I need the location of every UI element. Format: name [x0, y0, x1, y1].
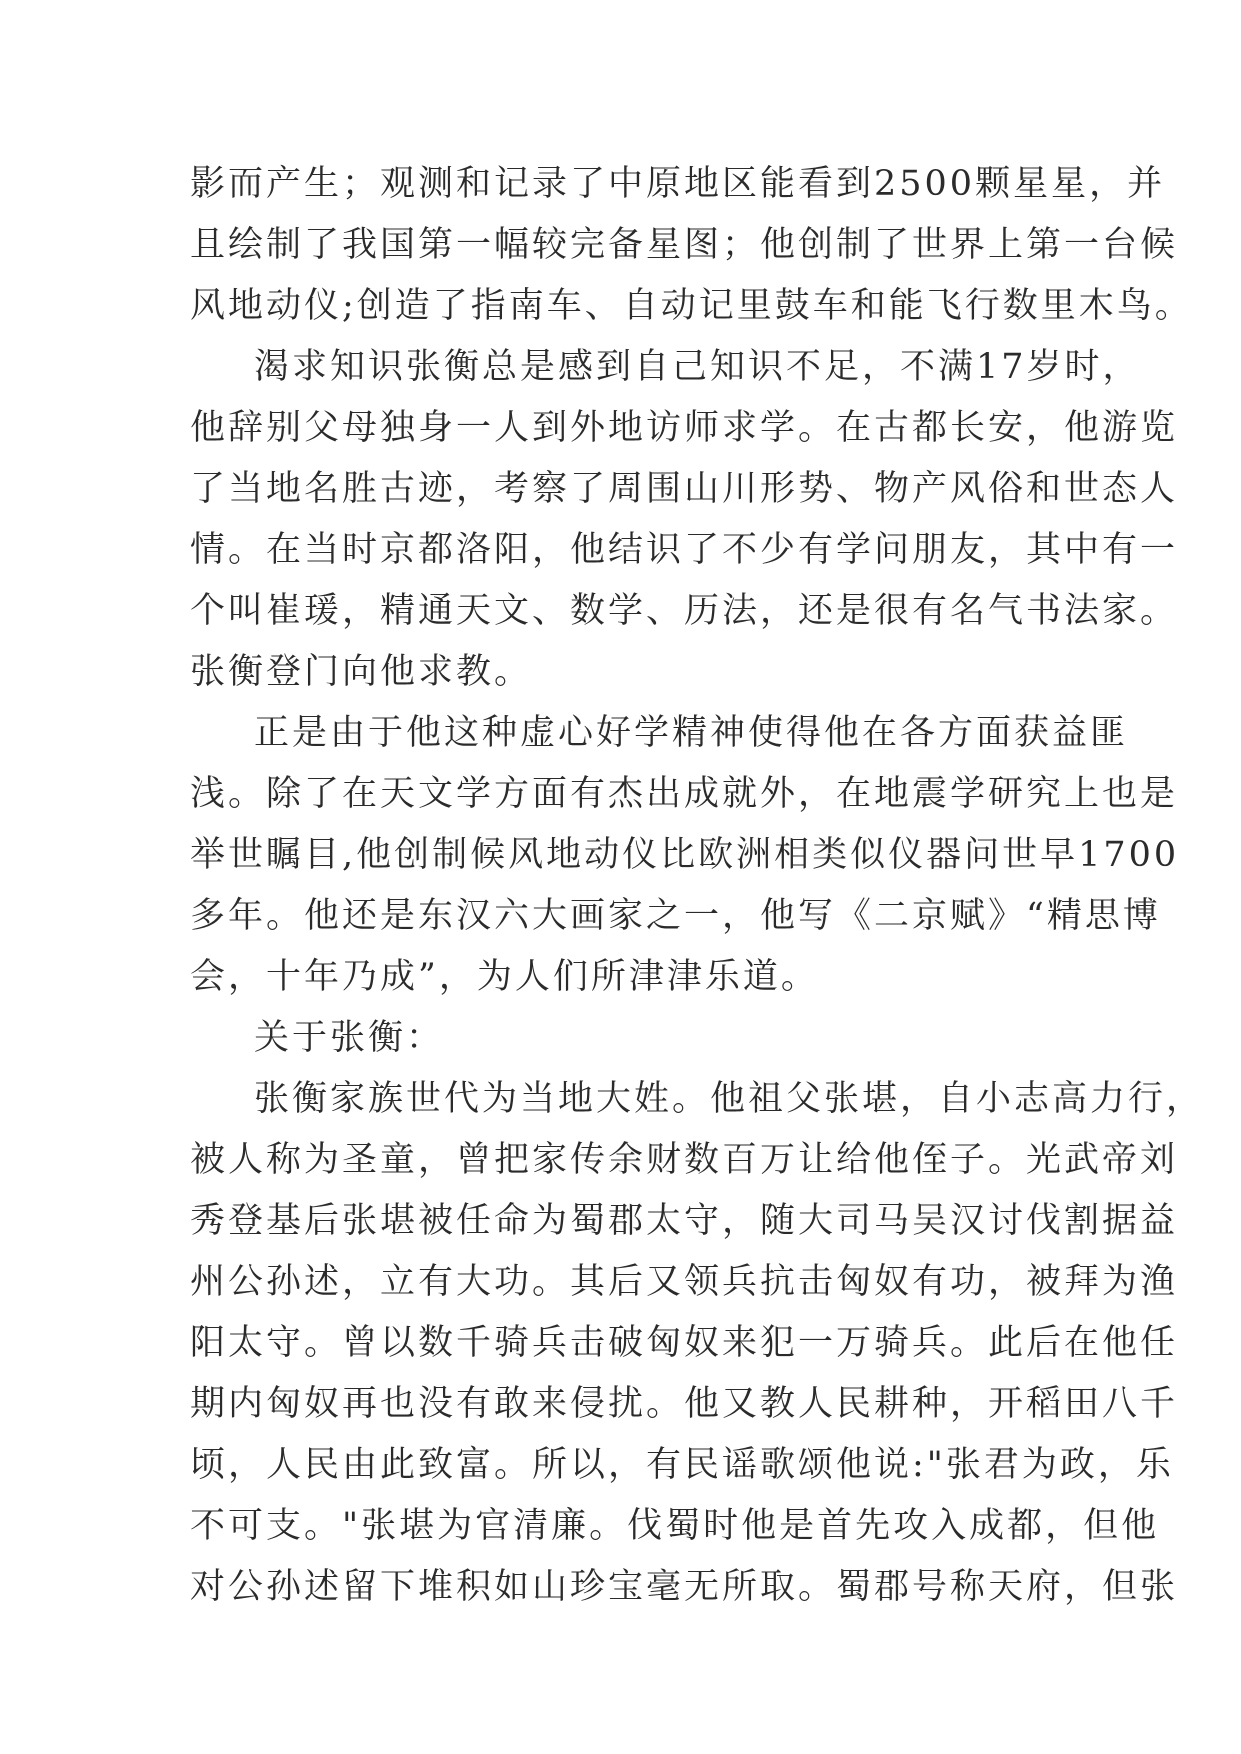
text-line: 且绘制了我国第一幅较完备星图；他创制了世界上第一台候 — [190, 225, 1179, 265]
text-line: 期内匈奴再也没有敢来侵扰。他又教人民耕种，开稻田八千 — [190, 1384, 1179, 1424]
text-line: 风地动仪;创造了指南车、自动记里鼓车和能飞行数里木鸟。 — [190, 286, 1193, 326]
text-line: 顷，人民由此致富。所以，有民谣歌颂他说:"张君为政，乐 — [190, 1445, 1174, 1485]
text-line: 会，十年乃成”，为人们所津津乐道。 — [190, 957, 819, 997]
text-line: 秀登基后张堪被任命为蜀郡太守，随大司马吴汉讨伐割据益 — [190, 1201, 1179, 1241]
text-line: 被人称为圣童，曾把家传余财数百万让给他侄子。光武帝刘 — [190, 1140, 1179, 1180]
text-line: 对公孙述留下堆积如山珍宝毫无所取。蜀郡号称天府，但张 — [190, 1567, 1179, 1607]
text-line: 他辞别父母独身一人到外地访师求学。在古都长安，他游览 — [190, 408, 1179, 448]
section-heading: 关于张衡： — [254, 1018, 445, 1058]
text-line: 举世瞩目,他创制候风地动仪比欧洲相类似仪器问世早1700 — [190, 835, 1180, 875]
text-line: 浅。除了在天文学方面有杰出成就外，在地震学研究上也是 — [190, 774, 1179, 814]
text-line: 多年。他还是东汉六大画家之一，他写《二京赋》“精思博 — [190, 896, 1161, 936]
text-line: 个叫崔瑗，精通天文、数学、历法，还是很有名气书法家。 — [190, 591, 1179, 631]
paragraph-start-line: 渴求知识张衡总是感到自己知识不足，不满17岁时， — [254, 347, 1141, 387]
text-line: 了当地名胜古迹，考察了周围山川形势、物产风俗和世态人 — [190, 469, 1179, 509]
text-line: 张衡登门向他求教。 — [190, 652, 533, 692]
text-line: 阳太守。曾以数千骑兵击破匈奴来犯一万骑兵。此后在他任 — [190, 1323, 1179, 1363]
text-line: 州公孙述，立有大功。其后又领兵抗击匈奴有功，被拜为渔 — [190, 1262, 1179, 1302]
body-text — [190, 162, 1205, 1626]
paragraph-start-line: 正是由于他这种虚心好学精神使得他在各方面获益匪 — [254, 713, 1129, 753]
text-line: 不可支。"张堪为官清廉。伐蜀时他是首先攻入成都，但他 — [190, 1506, 1160, 1546]
text-line: 情。在当时京都洛阳，他结识了不少有学问朋友，其中有一 — [190, 530, 1179, 570]
paragraph-start-line: 张衡家族世代为当地大姓。他祖父张堪，自小志高力行， — [254, 1079, 1205, 1119]
text-line: 影而产生；观测和记录了中原地区能看到2500颗星星，并 — [190, 164, 1166, 204]
